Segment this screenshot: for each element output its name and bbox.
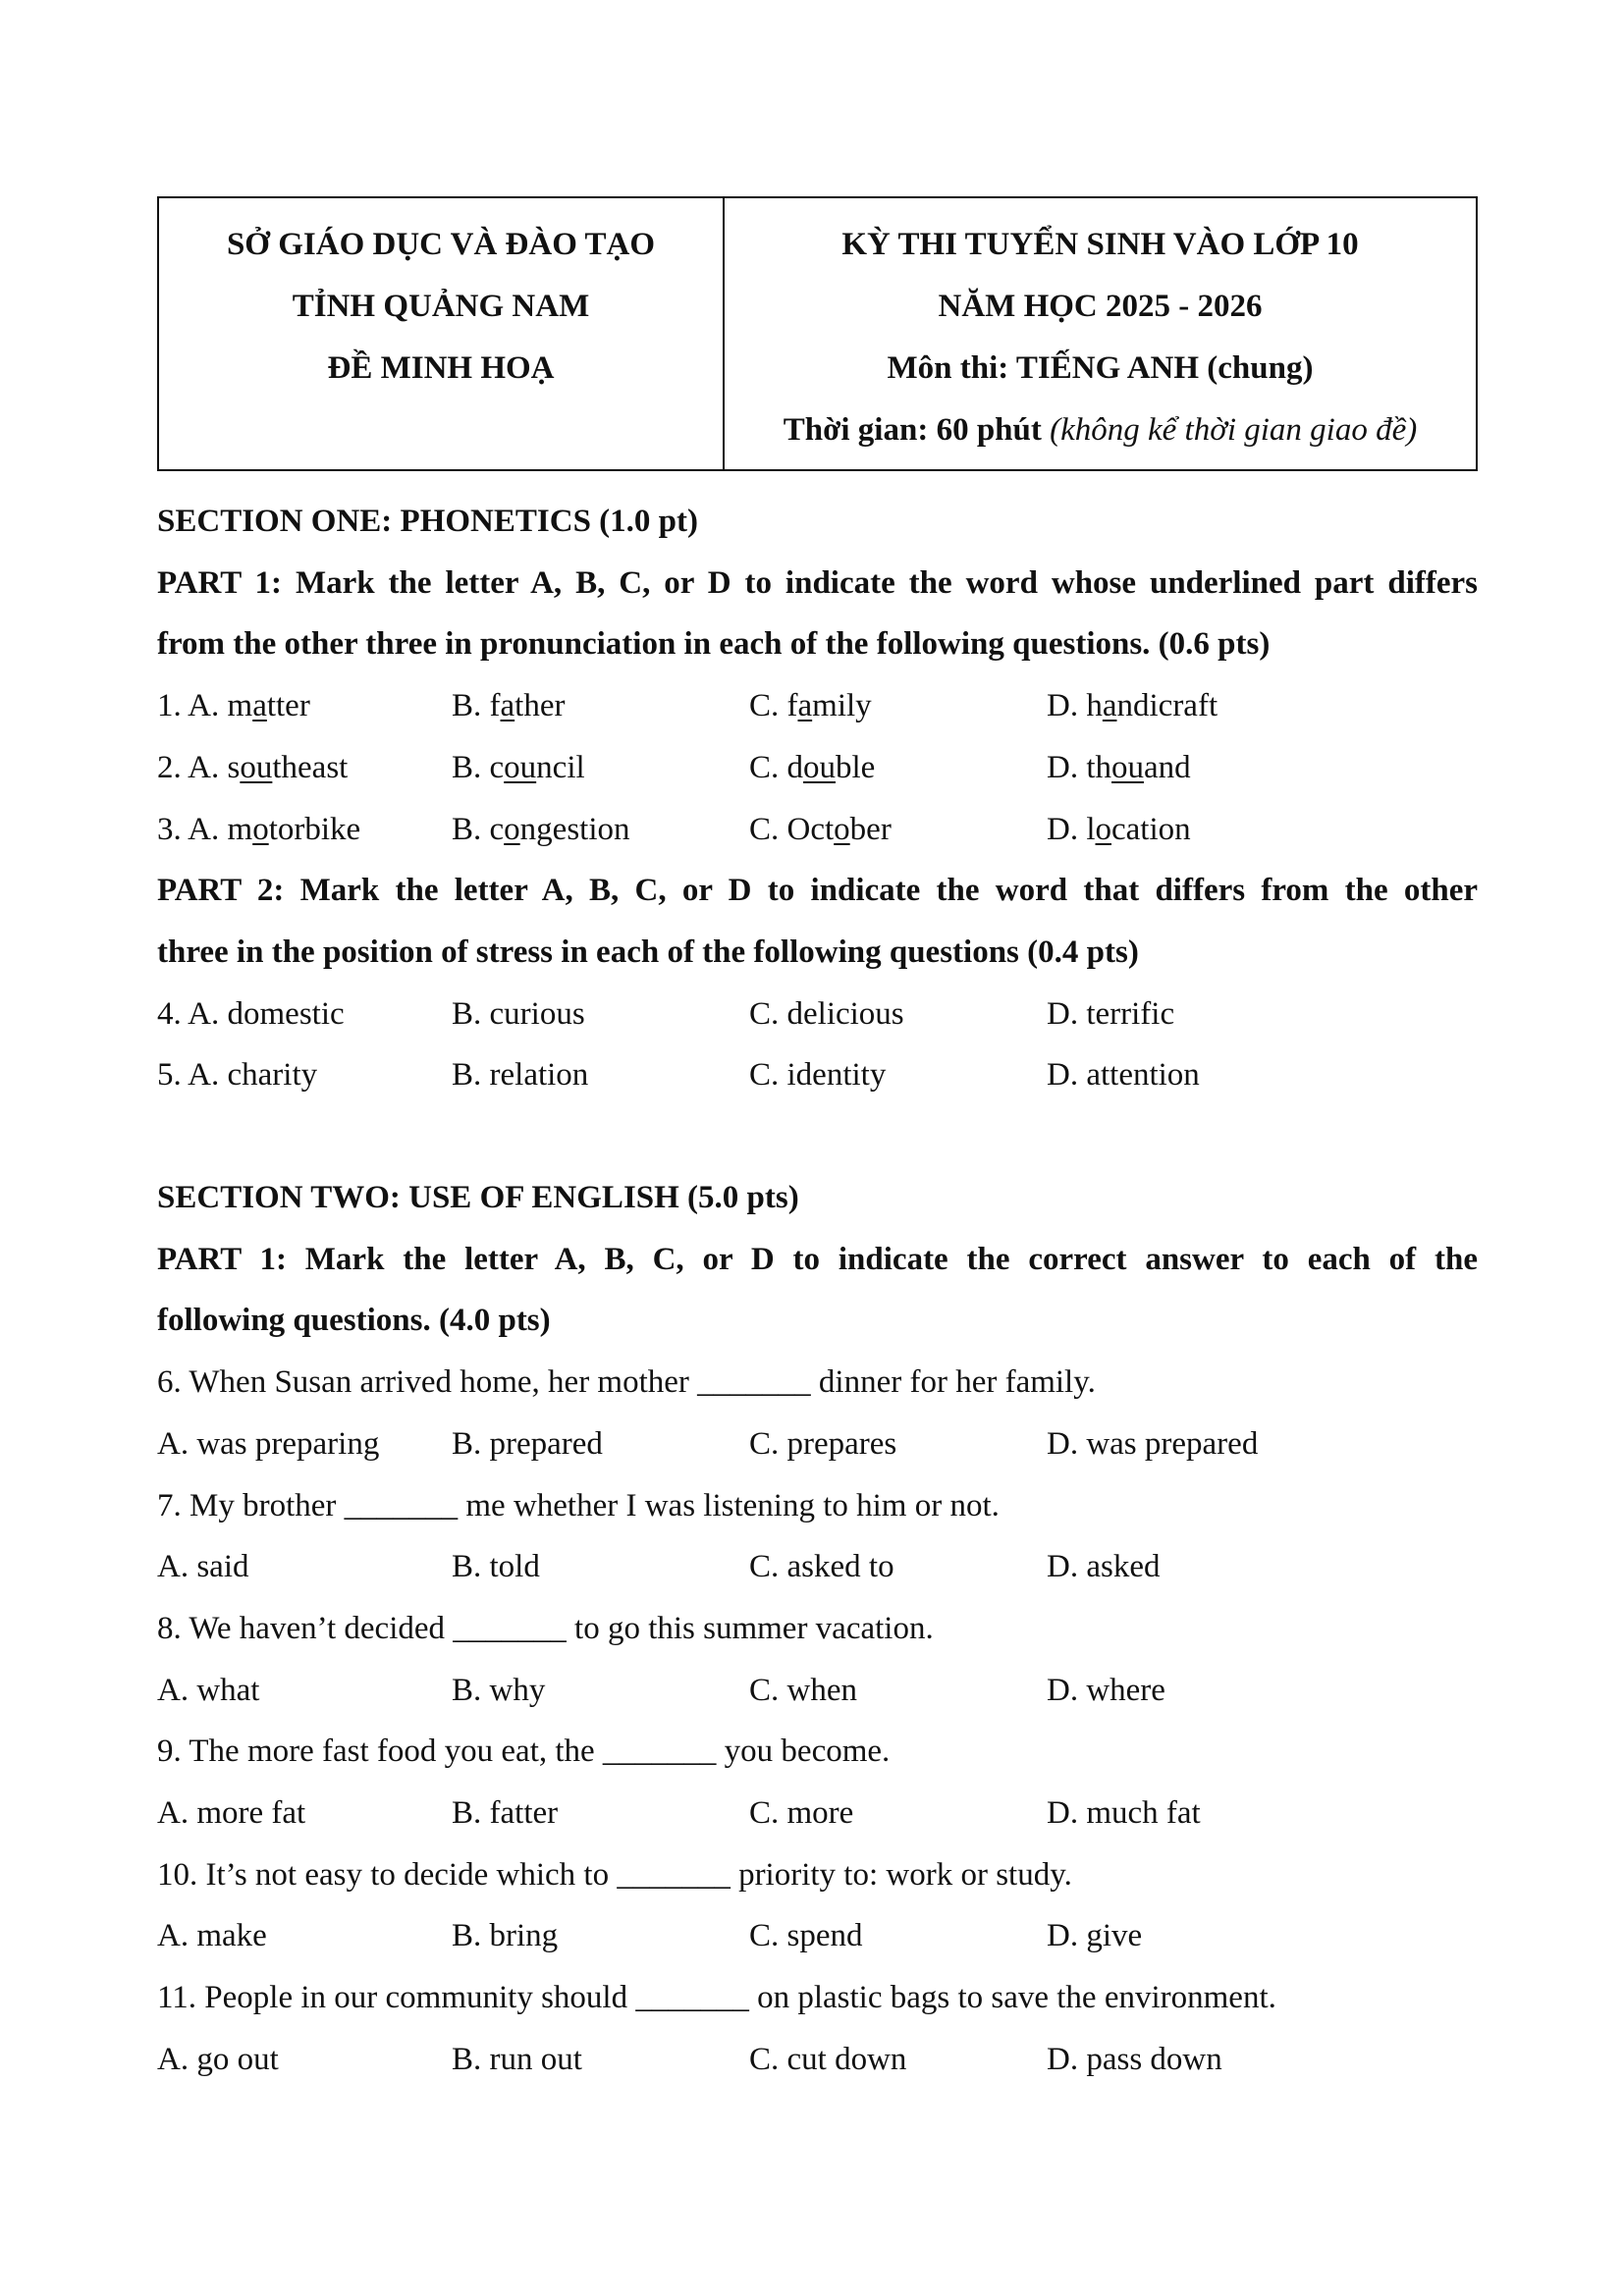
q7-option-c: C. asked to [749, 1549, 894, 1585]
q7-stem: 7. My brother _______ me whether I was listening to him or not. [157, 1487, 1000, 1523]
q7-option-b: B. told [452, 1549, 540, 1585]
q6-options [157, 1414, 1478, 1475]
q1-option-c [749, 675, 1047, 737]
exam-type: ĐỀ MINH HOẠ [327, 350, 555, 386]
q4-option-d: D. terrific [1047, 995, 1175, 1032]
q3-b-post: ngestion [519, 811, 630, 847]
q8-options [157, 1660, 1478, 1722]
q5-option-a: 5. A. charity [157, 1057, 318, 1094]
q8-option-a: A. what [157, 1672, 260, 1708]
q6-option-c: C. prepares [749, 1425, 897, 1462]
q8-stem: 8. We haven’t decided _______ to go this summer vacation. [157, 1610, 934, 1646]
q3-d-pre: D. l [1047, 811, 1096, 847]
question-3 [157, 799, 1478, 861]
q3-d-underlined: o [1095, 811, 1111, 847]
question-9 [157, 1721, 1478, 1843]
s1-part1-instruction-line1: PART 1: Mark the letter A, B, C, or D to indicate the word whose underlined part differs [157, 564, 1478, 601]
q1-a-underlined: a [252, 688, 267, 724]
q8-option-b: B. why [452, 1672, 546, 1708]
s1-part2-instruction-line2: three in the position of stress in each of the following questions (0.4 pts) [157, 934, 1139, 970]
header-left-cell [159, 198, 725, 469]
question-7 [157, 1475, 1478, 1598]
s1-part1-instruction-line2: from the other three in pronunciation in each of the following questions. (0.6 pts) [157, 626, 1271, 663]
s2-part1-instruction-line2: following questions. (4.0 pts) [157, 1303, 551, 1339]
q2-c-post: ble [836, 749, 876, 785]
q2-option-a [157, 737, 452, 799]
q10-option-b: B. bring [452, 1918, 559, 1954]
q11-option-d: D. pass down [1047, 2041, 1222, 2077]
department-name: SỞ GIÁO DỤC VÀ ĐÀO TẠO [226, 227, 656, 262]
q1-c-pre: C. f [749, 688, 798, 724]
q1-option-b [452, 675, 749, 737]
q2-a-pre: 2. A. s [157, 749, 241, 785]
q1-b-underlined: a [500, 688, 515, 724]
q2-option-b [452, 737, 749, 799]
exam-title: KỲ THI TUYỂN SINH VÀO LỚP 10 [841, 227, 1359, 262]
question-6 [157, 1352, 1478, 1474]
q1-a-pre: 1. A. m [157, 688, 253, 724]
q1-c-underlined: a [797, 688, 813, 724]
exam-header-table [157, 196, 1478, 471]
q1-option-d [1047, 675, 1344, 737]
q2-b-underlined: ou [504, 749, 537, 785]
q3-option-c [749, 799, 1047, 861]
q3-option-a [157, 799, 452, 861]
q3-option-b [452, 799, 749, 861]
q9-option-d: D. much fat [1047, 1795, 1201, 1832]
exam-content [157, 491, 1478, 2091]
q6-option-a: A. was preparing [157, 1425, 380, 1462]
q3-b-pre: B. c [452, 811, 505, 847]
q11-stem: 11. People in our community should _______ on plastic bags to save the environment. [157, 1980, 1276, 2016]
q2-a-post: theast [272, 749, 349, 785]
exam-page [157, 196, 1478, 2091]
question-1 [157, 675, 1478, 737]
question-10 [157, 1844, 1478, 1967]
q6-option-d: D. was prepared [1047, 1425, 1259, 1462]
q5-option-d: D. attention [1047, 1057, 1200, 1094]
q9-option-c: C. more [749, 1795, 854, 1832]
q1-d-underlined: a [1102, 688, 1117, 724]
section-spacer [157, 1106, 1478, 1167]
question-8 [157, 1598, 1478, 1721]
province-name: TỈNH QUẢNG NAM [292, 289, 590, 324]
question-11 [157, 1967, 1478, 2090]
subject: Môn thi: TIẾNG ANH (chung) [887, 350, 1314, 386]
q2-option-c [749, 737, 1047, 799]
q5-option-b: B. relation [452, 1057, 589, 1094]
q1-b-post: ther [514, 688, 566, 724]
school-year: NĂM HỌC 2025 - 2026 [938, 289, 1263, 324]
q3-c-post: ber [849, 811, 892, 847]
q7-option-d: D. asked [1047, 1549, 1161, 1585]
time-label: Thời gian: 60 phút [783, 412, 1042, 448]
s1-part2-instruction-line1: PART 2: Mark the letter A, B, C, or D to indicate the word that differs from the other [157, 873, 1478, 909]
q1-c-post: mily [812, 688, 872, 724]
q10-stem: 10. It’s not easy to decide which to _______ priority to: work or study. [157, 1856, 1072, 1893]
q4-option-b: B. curious [452, 995, 585, 1032]
q2-c-pre: C. d [749, 749, 804, 785]
q10-option-d: D. give [1047, 1918, 1143, 1954]
q9-option-a: A. more fat [157, 1795, 306, 1832]
q3-c-underlined: o [834, 811, 850, 847]
question-2 [157, 737, 1478, 799]
q10-options [157, 1905, 1478, 1967]
q3-d-post: cation [1111, 811, 1191, 847]
q2-option-d [1047, 737, 1344, 799]
q2-d-pre: D. th [1047, 749, 1111, 785]
q4-option-a: 4. A. domestic [157, 995, 345, 1032]
q1-d-post: ndicraft [1116, 688, 1218, 724]
question-5 [157, 1044, 1478, 1106]
exam-time [725, 400, 1476, 461]
q6-option-b: B. prepared [452, 1425, 603, 1462]
q3-option-d [1047, 799, 1344, 861]
q6-stem: 6. When Susan arrived home, her mother _______ dinner for her family. [157, 1364, 1096, 1401]
q11-options [157, 2029, 1478, 2091]
q9-stem: 9. The more fast food you eat, the _______ you become. [157, 1734, 891, 1770]
time-note: (không kể thời gian giao đề) [1050, 412, 1418, 448]
section-one-title: SECTION ONE: PHONETICS (1.0 pt) [157, 504, 698, 539]
q8-option-d: D. where [1047, 1672, 1165, 1708]
q3-b-underlined: o [504, 811, 520, 847]
q10-option-a: A. make [157, 1918, 267, 1954]
q9-option-b: B. fatter [452, 1795, 559, 1832]
section-two-title: SECTION TWO: USE OF ENGLISH (5.0 pts) [157, 1180, 799, 1216]
q4-option-c: C. delicious [749, 995, 904, 1032]
q1-a-post: tter [266, 688, 310, 724]
q1-d-pre: D. h [1047, 688, 1103, 724]
q3-a-underlined: o [252, 811, 269, 847]
q3-c-pre: C. Oct [749, 811, 835, 847]
q1-option-a [157, 675, 452, 737]
q3-a-pre: 3. A. m [157, 811, 253, 847]
q11-option-c: C. cut down [749, 2041, 907, 2077]
q10-option-c: C. spend [749, 1918, 863, 1954]
q2-a-underlined: ou [240, 749, 273, 785]
q2-c-underlined: ou [803, 749, 837, 785]
q7-options [157, 1536, 1478, 1598]
q5-option-c: C. identity [749, 1057, 887, 1094]
header-right-cell [725, 198, 1476, 469]
q2-d-post: and [1144, 749, 1191, 785]
q7-option-a: A. said [157, 1549, 249, 1585]
q8-option-c: C. when [749, 1672, 857, 1708]
q2-d-underlined: ou [1111, 749, 1144, 785]
q11-option-a: A. go out [157, 2041, 279, 2077]
q2-b-pre: B. c [452, 749, 505, 785]
q9-options [157, 1783, 1478, 1844]
s2-part1-instruction-line1: PART 1: Mark the letter A, B, C, or D to indicate the correct answer to each of the [157, 1241, 1478, 1277]
q3-a-post: torbike [268, 811, 361, 847]
q2-b-post: ncil [536, 749, 585, 785]
q1-b-pre: B. f [452, 688, 501, 724]
question-4 [157, 984, 1478, 1045]
q11-option-b: B. run out [452, 2041, 582, 2077]
